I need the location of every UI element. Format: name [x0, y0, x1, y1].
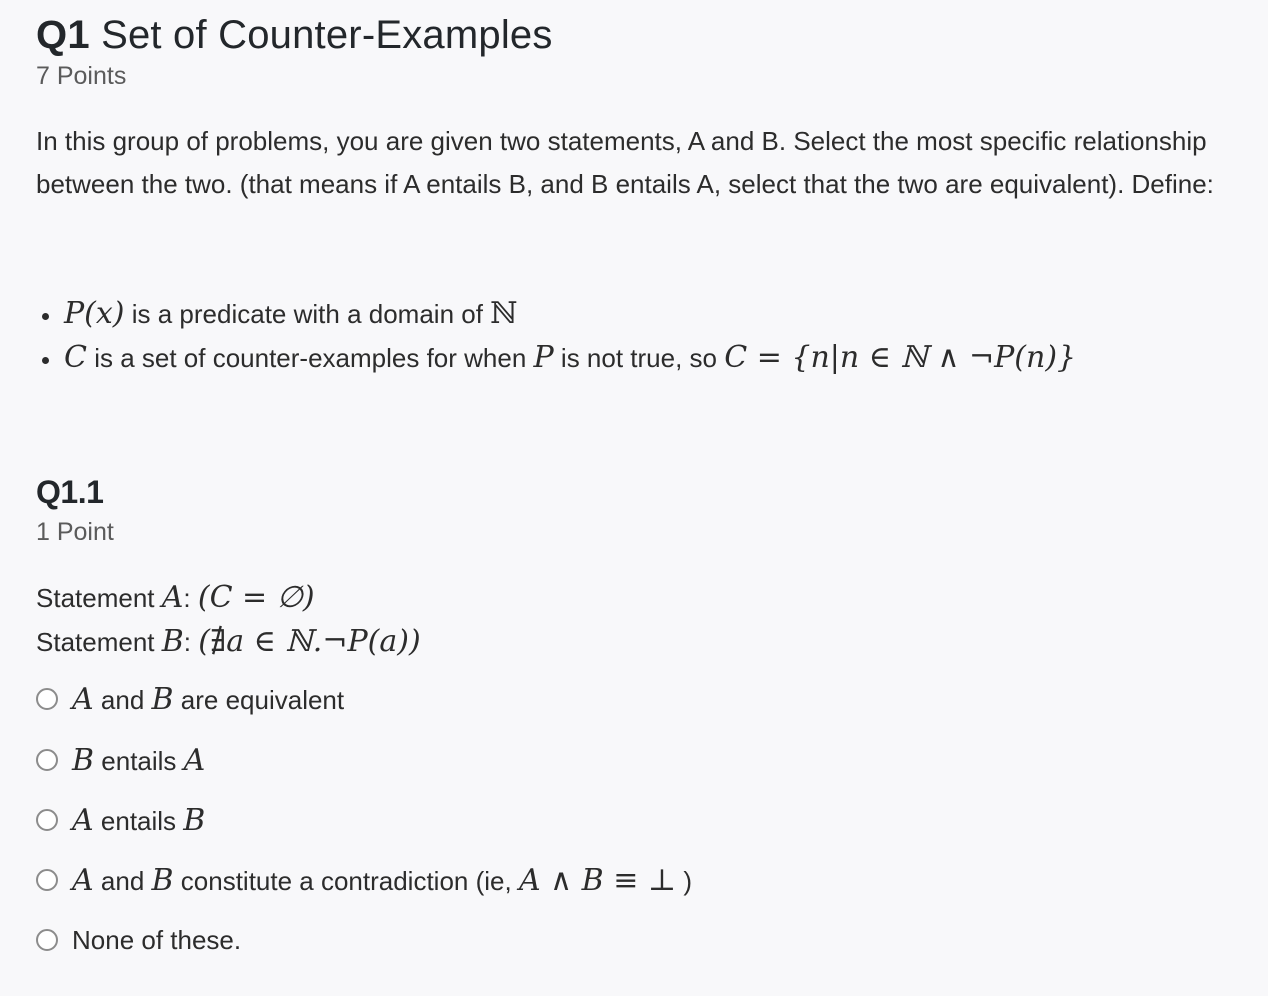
option-label	[72, 863, 692, 898]
statement-expr: (∄a ∈ ℕ.¬P(a))	[198, 624, 421, 659]
math-p: P	[533, 340, 554, 375]
question-title-text: Set of Counter-Examples	[101, 13, 553, 57]
definition-list	[36, 292, 1076, 380]
question-title	[36, 10, 553, 60]
math-set-c: C	[64, 340, 87, 375]
statement-sep: :	[183, 583, 198, 613]
statement-expr: (C = ∅)	[197, 580, 315, 615]
definition-item	[36, 336, 1076, 380]
question-points: 7 Points	[36, 62, 127, 90]
radio-button[interactable]	[36, 929, 58, 951]
radio-button[interactable]	[36, 749, 58, 771]
statement-label: Statement	[36, 583, 162, 613]
option-equivalent[interactable]	[36, 677, 344, 721]
option-text: entails	[93, 805, 184, 836]
option-label	[72, 803, 205, 838]
statement-var: A	[161, 580, 184, 615]
option-a-entails-b[interactable]	[36, 798, 205, 842]
subquestion-points: 1 Point	[36, 518, 114, 546]
statement-sep: :	[183, 627, 199, 657]
option-contradiction[interactable]	[36, 858, 692, 902]
option-text: and	[93, 865, 152, 896]
option-text: entails	[94, 745, 184, 776]
subquestion-number: Q1.1	[36, 474, 104, 510]
option-math: B	[72, 742, 95, 778]
option-text: None of these.	[72, 924, 242, 955]
question-intro: In this group of problems, you are given two statements, A and B. Select the most specific relationship between the two. (that means if A entails B, and B entails A, select that the two are equivalent). Define:	[36, 126, 1214, 199]
statement-b	[36, 622, 421, 662]
option-text: and	[93, 684, 152, 715]
option-b-entails-a[interactable]	[36, 738, 205, 782]
option-label	[72, 743, 205, 778]
math-predicate: P(x)	[64, 296, 125, 331]
radio-button[interactable]	[36, 869, 58, 891]
math-set-definition: C = {n|n ∈ ℕ ∧ ¬P(n)}	[724, 340, 1077, 375]
radio-button[interactable]	[36, 688, 58, 710]
radio-button[interactable]	[36, 809, 58, 831]
option-none[interactable]	[36, 918, 241, 962]
option-math: B	[151, 681, 174, 717]
option-math: B	[151, 862, 174, 898]
option-text: )	[676, 865, 693, 896]
option-text: are equivalent	[173, 684, 345, 715]
statement-label: Statement	[36, 627, 162, 657]
option-math: A	[72, 681, 94, 717]
question-number: Q1	[36, 13, 90, 57]
statement-var: B	[161, 624, 184, 659]
definition-item	[36, 292, 1076, 336]
option-math: A	[72, 862, 94, 898]
definition-text: is not true, so	[553, 343, 725, 373]
option-math: B	[183, 802, 206, 838]
definition-text: is a set of counter-examples for when	[86, 343, 534, 373]
option-math: A	[183, 742, 206, 778]
option-label	[72, 925, 241, 956]
math-naturals: ℕ	[490, 296, 518, 331]
definition-text: is a predicate with a domain of	[124, 299, 491, 329]
option-math: A	[72, 802, 94, 838]
option-label	[72, 682, 344, 717]
option-math: A ∧ B ≡ ⊥	[518, 862, 677, 898]
statement-a	[36, 578, 315, 618]
option-text: constitute a contradiction (ie,	[173, 865, 519, 896]
